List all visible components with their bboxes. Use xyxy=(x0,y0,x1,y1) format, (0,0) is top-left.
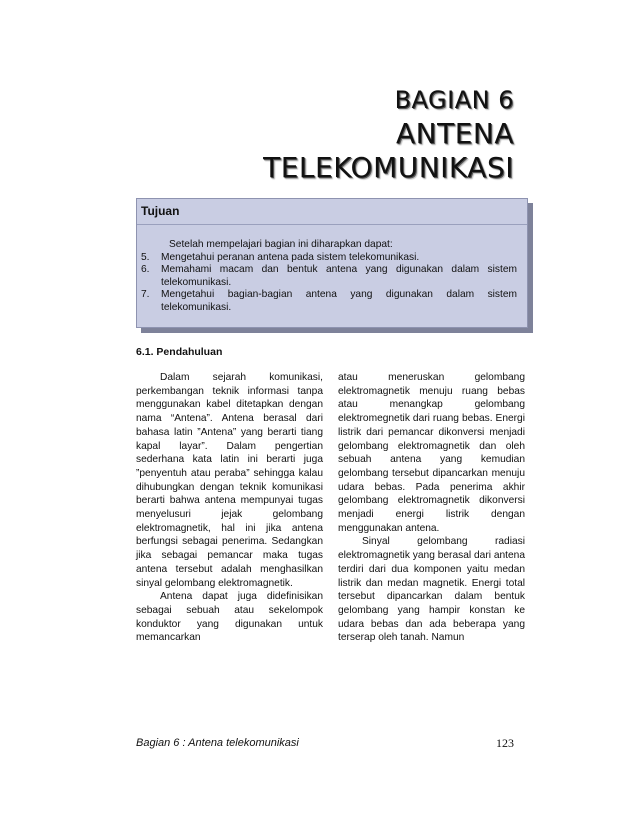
chapter-title-line-1: ANTENA xyxy=(396,117,514,150)
footer-chapter-title: Bagian 6 : Antena telekomunikasi xyxy=(136,737,299,749)
objective-item xyxy=(141,252,517,265)
objective-text: Memahami macam dan bentuk antena yang digunakan dalam sistem telekomunikasi. xyxy=(161,264,517,288)
objectives-box xyxy=(136,198,528,328)
objectives-intro: Setelah mempelajari bagian ini diharapkan dapat: xyxy=(169,239,393,250)
objective-item xyxy=(141,289,517,314)
body-column-left xyxy=(136,371,323,645)
page-number: 123 xyxy=(496,736,514,750)
objective-number: 5. xyxy=(141,251,150,263)
objectives-heading: Tujuan xyxy=(137,199,527,225)
paragraph: Antena dapat juga didefinisikan sebagai sebuah atau sekelompok konduktor yang digunakan untuk memancarkan xyxy=(136,591,323,644)
objectives-body xyxy=(137,225,527,315)
paragraph: Sinyal gelombang radiasi elektromagnetik yang berasal dari antena terdiri dari dua komponen yaitu medan listrik dan medan magnetik. Energi total tersebut dipancarkan dalam bentuk gelombang yang hampir konstan ke udara bebas dan ada beberapa yang terserap oleh tanah. Namun xyxy=(338,536,525,644)
chapter-label: BAGIAN 6 xyxy=(394,86,514,114)
objective-number: 6. xyxy=(141,264,150,276)
body-column-right xyxy=(338,371,525,645)
objective-number: 7. xyxy=(141,289,150,301)
paragraph: atau meneruskan gelombang elektromagnetik menuju ruang bebas atau menangkap gelombang elektromegnetik dari ruang bebas. Energi listrik dari pemancar dikonversi menjadi gelombang elektromagnetik dan oleh sebuah antena yang kemudian gelombang tersebut dipancarkan menuju udara bebas. Pada penerima akhir gelombang elektromagnetik dikonversi menjadi energi listrik dengan menggunakan antena. xyxy=(338,372,525,534)
objective-text: Mengetahui peranan antena pada sistem telekomunikasi. xyxy=(161,251,420,263)
chapter-title-line-2: TELEKOMUNIKASI xyxy=(263,151,514,184)
section-title: 6.1. Pendahuluan xyxy=(136,346,223,358)
objective-text: Mengetahui bagian-bagian antena yang digunakan dalam sistem telekomunikasi. xyxy=(161,289,517,313)
chapter-title xyxy=(263,117,514,185)
objective-item xyxy=(141,264,517,289)
paragraph: Dalam sejarah komunikasi, perkembangan teknik informasi tanpa menggunakan kabel ditetapkan dengan nama “Antena”. Antena berasal dari bahasa latin ”Antena” yang berarti tiang kapal layar”. Dalam pengertian sederhana kata latin ini berarti juga ”penyentuh atau peraba” sehingga kalau dihubungkan dengan teknik komunikasi berarti bahwa antena mempunyai tugas menyelusuri jejak gelombang elektromagnetik, hal ini jika antena berfungsi sebagai penerima. Sedangkan jika sebagai pemancar maka tugas antena tersebut adalah menghasilkan sinyal gelombang elektromagnetik. xyxy=(136,372,323,589)
